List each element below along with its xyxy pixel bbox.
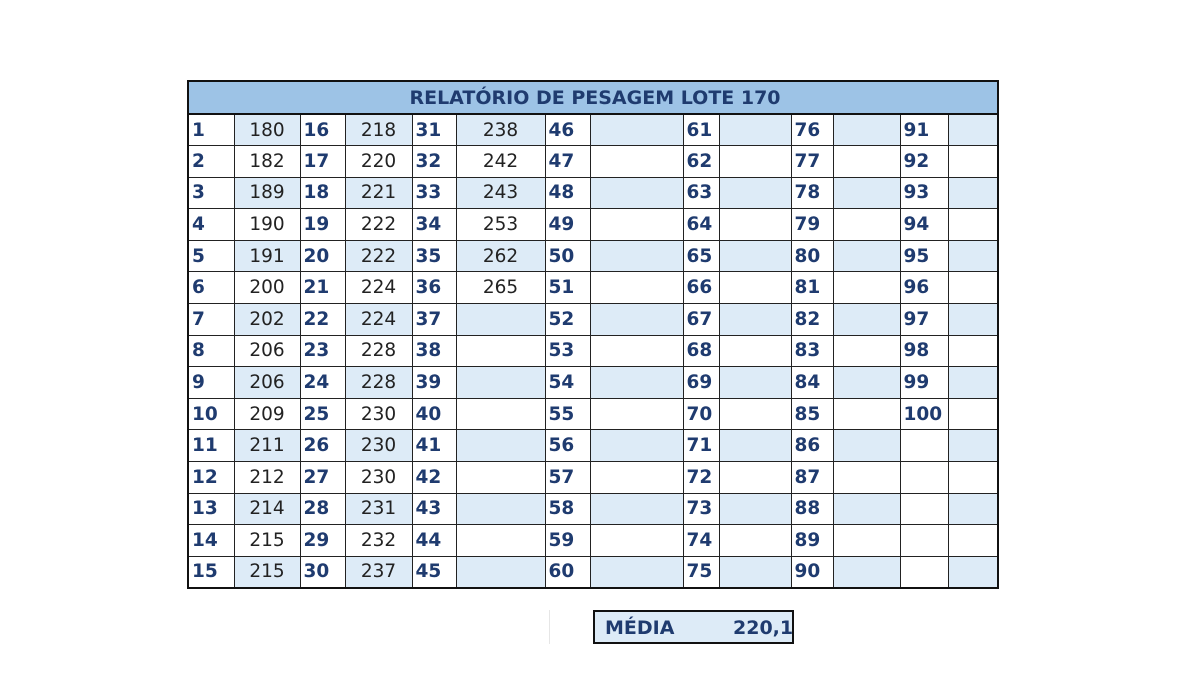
animal-number: 42 — [412, 462, 456, 494]
weight-value — [833, 146, 900, 178]
animal-number: 97 — [900, 304, 948, 336]
weight-value — [948, 367, 998, 399]
weight-value: 237 — [345, 556, 412, 588]
table-row — [188, 146, 998, 178]
weight-value — [719, 114, 791, 146]
weight-value — [590, 146, 683, 178]
weight-value: 212 — [234, 462, 300, 494]
animal-number: 61 — [683, 114, 719, 146]
animal-number: 28 — [300, 493, 345, 525]
weight-value: 228 — [345, 335, 412, 367]
weight-value — [719, 304, 791, 336]
weight-value — [590, 367, 683, 399]
weight-value: 222 — [345, 240, 412, 272]
average-label: MÉDIA — [605, 617, 675, 639]
weight-value: 209 — [234, 398, 300, 430]
weight-value — [948, 240, 998, 272]
animal-number: 95 — [900, 240, 948, 272]
animal-number: 49 — [545, 209, 590, 241]
animal-number: 50 — [545, 240, 590, 272]
animal-number: 20 — [300, 240, 345, 272]
animal-number: 100 — [900, 398, 948, 430]
weight-value — [948, 177, 998, 209]
animal-number: 52 — [545, 304, 590, 336]
animal-number — [900, 556, 948, 588]
animal-number: 5 — [188, 240, 234, 272]
weight-value — [719, 556, 791, 588]
weight-value — [833, 367, 900, 399]
animal-number: 29 — [300, 525, 345, 557]
animal-number — [900, 525, 948, 557]
animal-number: 67 — [683, 304, 719, 336]
weight-value — [948, 556, 998, 588]
weight-value — [719, 272, 791, 304]
animal-number: 83 — [791, 335, 833, 367]
table-row — [188, 462, 998, 494]
weight-value: 215 — [234, 525, 300, 557]
animal-number — [900, 493, 948, 525]
animal-number: 24 — [300, 367, 345, 399]
weight-value — [590, 272, 683, 304]
weight-value: 222 — [345, 209, 412, 241]
weight-value: 218 — [345, 114, 412, 146]
weight-value — [833, 462, 900, 494]
weight-value — [590, 114, 683, 146]
weight-value — [833, 430, 900, 462]
weight-value — [719, 335, 791, 367]
weight-value — [833, 209, 900, 241]
weight-value: 202 — [234, 304, 300, 336]
weight-value — [590, 525, 683, 557]
animal-number: 88 — [791, 493, 833, 525]
animal-number: 22 — [300, 304, 345, 336]
animal-number: 15 — [188, 556, 234, 588]
weight-value: 228 — [345, 367, 412, 399]
animal-number: 57 — [545, 462, 590, 494]
weight-value: 224 — [345, 304, 412, 336]
weight-value: 243 — [456, 177, 545, 209]
animal-number: 86 — [791, 430, 833, 462]
table-row — [188, 209, 998, 241]
weight-value: 230 — [345, 398, 412, 430]
weight-value — [833, 304, 900, 336]
animal-number: 19 — [300, 209, 345, 241]
weight-value: 191 — [234, 240, 300, 272]
animal-number: 37 — [412, 304, 456, 336]
animal-number: 62 — [683, 146, 719, 178]
animal-number: 90 — [791, 556, 833, 588]
animal-number: 69 — [683, 367, 719, 399]
weight-value — [590, 335, 683, 367]
table-row — [188, 304, 998, 336]
weight-value — [590, 177, 683, 209]
animal-number: 77 — [791, 146, 833, 178]
weight-value — [948, 430, 998, 462]
weight-value — [948, 304, 998, 336]
animal-number: 18 — [300, 177, 345, 209]
animal-number: 26 — [300, 430, 345, 462]
weight-value — [948, 335, 998, 367]
animal-number: 27 — [300, 462, 345, 494]
weight-value — [948, 146, 998, 178]
animal-number: 38 — [412, 335, 456, 367]
table-row — [188, 240, 998, 272]
animal-number: 98 — [900, 335, 948, 367]
table-row — [188, 335, 998, 367]
animal-number: 75 — [683, 556, 719, 588]
weight-value: 224 — [345, 272, 412, 304]
weight-value: 189 — [234, 177, 300, 209]
animal-number — [900, 462, 948, 494]
animal-number: 87 — [791, 462, 833, 494]
table-row — [188, 114, 998, 146]
weight-value: 232 — [345, 525, 412, 557]
report-title: RELATÓRIO DE PESAGEM LOTE 170 — [188, 81, 998, 114]
weight-value — [948, 209, 998, 241]
animal-number: 2 — [188, 146, 234, 178]
animal-number: 73 — [683, 493, 719, 525]
weight-value — [719, 209, 791, 241]
average-box — [593, 610, 794, 644]
weight-value: 253 — [456, 209, 545, 241]
weight-value — [719, 146, 791, 178]
weight-value — [833, 177, 900, 209]
weight-value — [590, 304, 683, 336]
animal-number: 33 — [412, 177, 456, 209]
weight-value — [719, 430, 791, 462]
animal-number: 32 — [412, 146, 456, 178]
animal-number: 55 — [545, 398, 590, 430]
animal-number: 53 — [545, 335, 590, 367]
weight-value — [833, 493, 900, 525]
animal-number: 68 — [683, 335, 719, 367]
animal-number: 40 — [412, 398, 456, 430]
weight-value: 262 — [456, 240, 545, 272]
animal-number: 9 — [188, 367, 234, 399]
animal-number: 93 — [900, 177, 948, 209]
weight-value — [719, 177, 791, 209]
animal-number: 70 — [683, 398, 719, 430]
animal-number: 23 — [300, 335, 345, 367]
weight-value — [590, 462, 683, 494]
animal-number: 16 — [300, 114, 345, 146]
weight-value — [833, 398, 900, 430]
animal-number: 25 — [300, 398, 345, 430]
weight-value — [456, 398, 545, 430]
animal-number: 34 — [412, 209, 456, 241]
weight-value — [948, 272, 998, 304]
animal-number: 3 — [188, 177, 234, 209]
animal-number: 41 — [412, 430, 456, 462]
table-row — [188, 367, 998, 399]
animal-number: 78 — [791, 177, 833, 209]
animal-number: 43 — [412, 493, 456, 525]
weight-value — [833, 335, 900, 367]
weight-value: 215 — [234, 556, 300, 588]
table-row — [188, 493, 998, 525]
animal-number: 89 — [791, 525, 833, 557]
weight-value — [948, 114, 998, 146]
animal-number: 30 — [300, 556, 345, 588]
animal-number: 84 — [791, 367, 833, 399]
animal-number: 12 — [188, 462, 234, 494]
weight-value — [456, 493, 545, 525]
weight-value — [456, 525, 545, 557]
animal-number: 45 — [412, 556, 456, 588]
animal-number: 21 — [300, 272, 345, 304]
animal-number: 92 — [900, 146, 948, 178]
animal-number: 36 — [412, 272, 456, 304]
animal-number: 81 — [791, 272, 833, 304]
weight-value — [948, 398, 998, 430]
weight-value — [948, 462, 998, 494]
weight-value — [948, 525, 998, 557]
weight-value — [833, 556, 900, 588]
weight-value — [719, 398, 791, 430]
weight-value: 265 — [456, 272, 545, 304]
weight-value: 220 — [345, 146, 412, 178]
animal-number: 72 — [683, 462, 719, 494]
animal-number: 39 — [412, 367, 456, 399]
gridline — [549, 610, 550, 644]
weight-value — [833, 114, 900, 146]
weight-value: 242 — [456, 146, 545, 178]
animal-number: 51 — [545, 272, 590, 304]
weight-value — [456, 462, 545, 494]
weighing-report-table — [187, 80, 999, 589]
animal-number: 71 — [683, 430, 719, 462]
weight-value — [719, 462, 791, 494]
weight-value — [590, 556, 683, 588]
weight-value: 180 — [234, 114, 300, 146]
weight-value — [456, 556, 545, 588]
animal-number: 63 — [683, 177, 719, 209]
animal-number: 74 — [683, 525, 719, 557]
animal-number: 60 — [545, 556, 590, 588]
weight-value — [719, 493, 791, 525]
weight-value: 211 — [234, 430, 300, 462]
animal-number: 76 — [791, 114, 833, 146]
weight-value: 182 — [234, 146, 300, 178]
table-row — [188, 430, 998, 462]
animal-number: 1 — [188, 114, 234, 146]
animal-number: 66 — [683, 272, 719, 304]
animal-number: 14 — [188, 525, 234, 557]
animal-number: 64 — [683, 209, 719, 241]
weight-value — [590, 209, 683, 241]
animal-number: 54 — [545, 367, 590, 399]
weight-value — [719, 367, 791, 399]
animal-number: 48 — [545, 177, 590, 209]
weight-value: 230 — [345, 462, 412, 494]
animal-number: 79 — [791, 209, 833, 241]
weight-value — [833, 240, 900, 272]
average-value: 220,1 — [733, 617, 794, 639]
animal-number: 31 — [412, 114, 456, 146]
weight-value — [456, 335, 545, 367]
animal-number — [900, 430, 948, 462]
animal-number: 44 — [412, 525, 456, 557]
animal-number: 58 — [545, 493, 590, 525]
weight-value: 190 — [234, 209, 300, 241]
weight-value — [719, 240, 791, 272]
animal-number: 59 — [545, 525, 590, 557]
weight-value — [456, 367, 545, 399]
weight-value — [590, 398, 683, 430]
weight-value: 214 — [234, 493, 300, 525]
animal-number: 96 — [900, 272, 948, 304]
animal-number: 4 — [188, 209, 234, 241]
animal-number: 91 — [900, 114, 948, 146]
animal-number: 85 — [791, 398, 833, 430]
animal-number: 80 — [791, 240, 833, 272]
animal-number: 46 — [545, 114, 590, 146]
weight-value — [833, 525, 900, 557]
animal-number: 47 — [545, 146, 590, 178]
table-row — [188, 272, 998, 304]
weight-value: 221 — [345, 177, 412, 209]
weight-value — [456, 430, 545, 462]
animal-number: 8 — [188, 335, 234, 367]
animal-number: 82 — [791, 304, 833, 336]
weight-value — [590, 430, 683, 462]
weight-value: 238 — [456, 114, 545, 146]
animal-number: 65 — [683, 240, 719, 272]
weight-value — [590, 493, 683, 525]
animal-number: 13 — [188, 493, 234, 525]
animal-number: 10 — [188, 398, 234, 430]
animal-number: 11 — [188, 430, 234, 462]
weight-value: 230 — [345, 430, 412, 462]
animal-number: 6 — [188, 272, 234, 304]
weight-value: 231 — [345, 493, 412, 525]
animal-number: 99 — [900, 367, 948, 399]
animal-number: 7 — [188, 304, 234, 336]
animal-number: 35 — [412, 240, 456, 272]
weight-value: 206 — [234, 335, 300, 367]
weight-value — [456, 304, 545, 336]
weight-value: 206 — [234, 367, 300, 399]
table-row — [188, 525, 998, 557]
animal-number: 17 — [300, 146, 345, 178]
animal-number: 94 — [900, 209, 948, 241]
animal-number: 56 — [545, 430, 590, 462]
weight-value — [719, 525, 791, 557]
table-row — [188, 177, 998, 209]
weight-value — [833, 272, 900, 304]
weight-value — [948, 493, 998, 525]
table-row — [188, 556, 998, 588]
table-row — [188, 398, 998, 430]
weight-value: 200 — [234, 272, 300, 304]
weight-value — [590, 240, 683, 272]
